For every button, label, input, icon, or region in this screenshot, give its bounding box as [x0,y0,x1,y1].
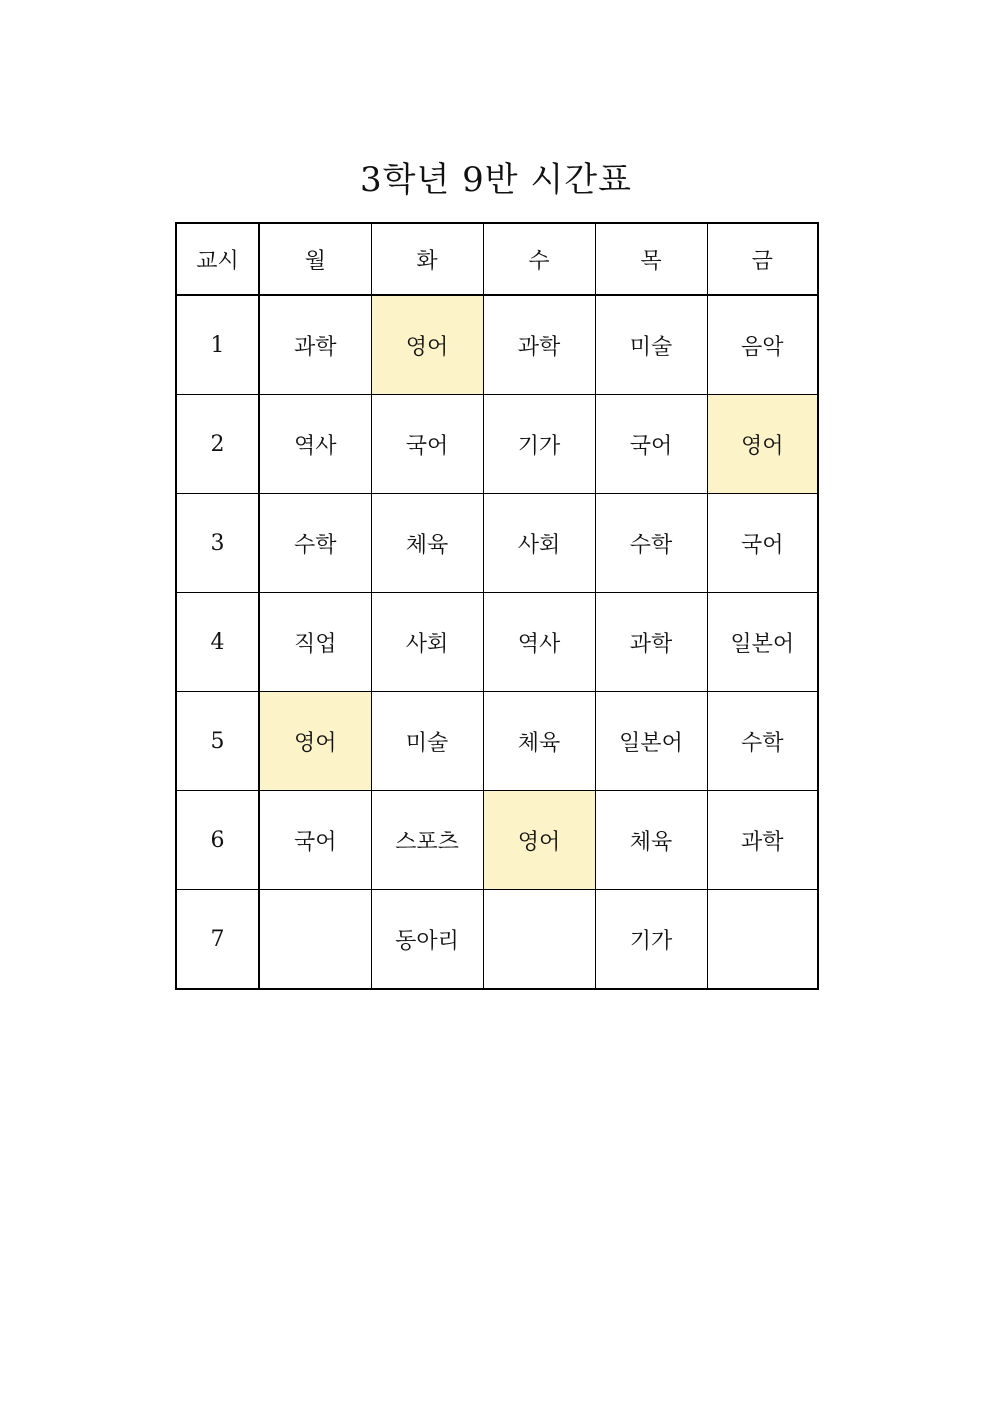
period-cell: 1 [176,295,259,395]
subject-cell: 스포츠 [371,791,483,890]
subject-cell: 체육 [483,692,595,791]
subject-cell: 수학 [259,494,371,593]
subject-cell [259,890,371,990]
table-row [176,494,818,593]
period-cell: 6 [176,791,259,890]
table-row [176,593,818,692]
subject-cell: 수학 [595,494,707,593]
subject-cell: 체육 [595,791,707,890]
subject-cell: 국어 [259,791,371,890]
timetable [175,222,819,990]
subject-cell: 국어 [707,494,818,593]
period-cell: 7 [176,890,259,990]
subject-cell: 음악 [707,295,818,395]
header-day-wed: 수 [483,223,595,295]
subject-cell: 역사 [483,593,595,692]
subject-cell: 동아리 [371,890,483,990]
subject-cell: 일본어 [707,593,818,692]
header-row [176,223,818,295]
subject-cell: 과학 [707,791,818,890]
subject-cell [483,890,595,990]
period-cell: 4 [176,593,259,692]
subject-cell: 국어 [595,395,707,494]
table-row [176,791,818,890]
header-day-mon: 월 [259,223,371,295]
subject-cell: 일본어 [595,692,707,791]
subject-cell: 역사 [259,395,371,494]
subject-cell: 과학 [259,295,371,395]
table-row [176,395,818,494]
subject-cell: 수학 [707,692,818,791]
period-cell: 2 [176,395,259,494]
period-cell: 3 [176,494,259,593]
subject-cell: 과학 [483,295,595,395]
subject-cell: 영어 [259,692,371,791]
header-day-tue: 화 [371,223,483,295]
subject-cell: 영어 [483,791,595,890]
subject-cell: 미술 [595,295,707,395]
subject-cell: 과학 [595,593,707,692]
header-day-thu: 목 [595,223,707,295]
subject-cell: 국어 [371,395,483,494]
period-cell: 5 [176,692,259,791]
table-row [176,692,818,791]
subject-cell: 사회 [371,593,483,692]
subject-cell [707,890,818,990]
subject-cell: 직업 [259,593,371,692]
page-title: 3학년 9반 시간표 [360,160,632,200]
subject-cell: 기가 [483,395,595,494]
table-row [176,295,818,395]
subject-cell: 영어 [371,295,483,395]
header-day-fri: 금 [707,223,818,295]
subject-cell: 미술 [371,692,483,791]
table-row [176,890,818,990]
subject-cell: 체육 [371,494,483,593]
subject-cell: 영어 [707,395,818,494]
header-period: 교시 [176,223,259,295]
subject-cell: 기가 [595,890,707,990]
subject-cell: 사회 [483,494,595,593]
